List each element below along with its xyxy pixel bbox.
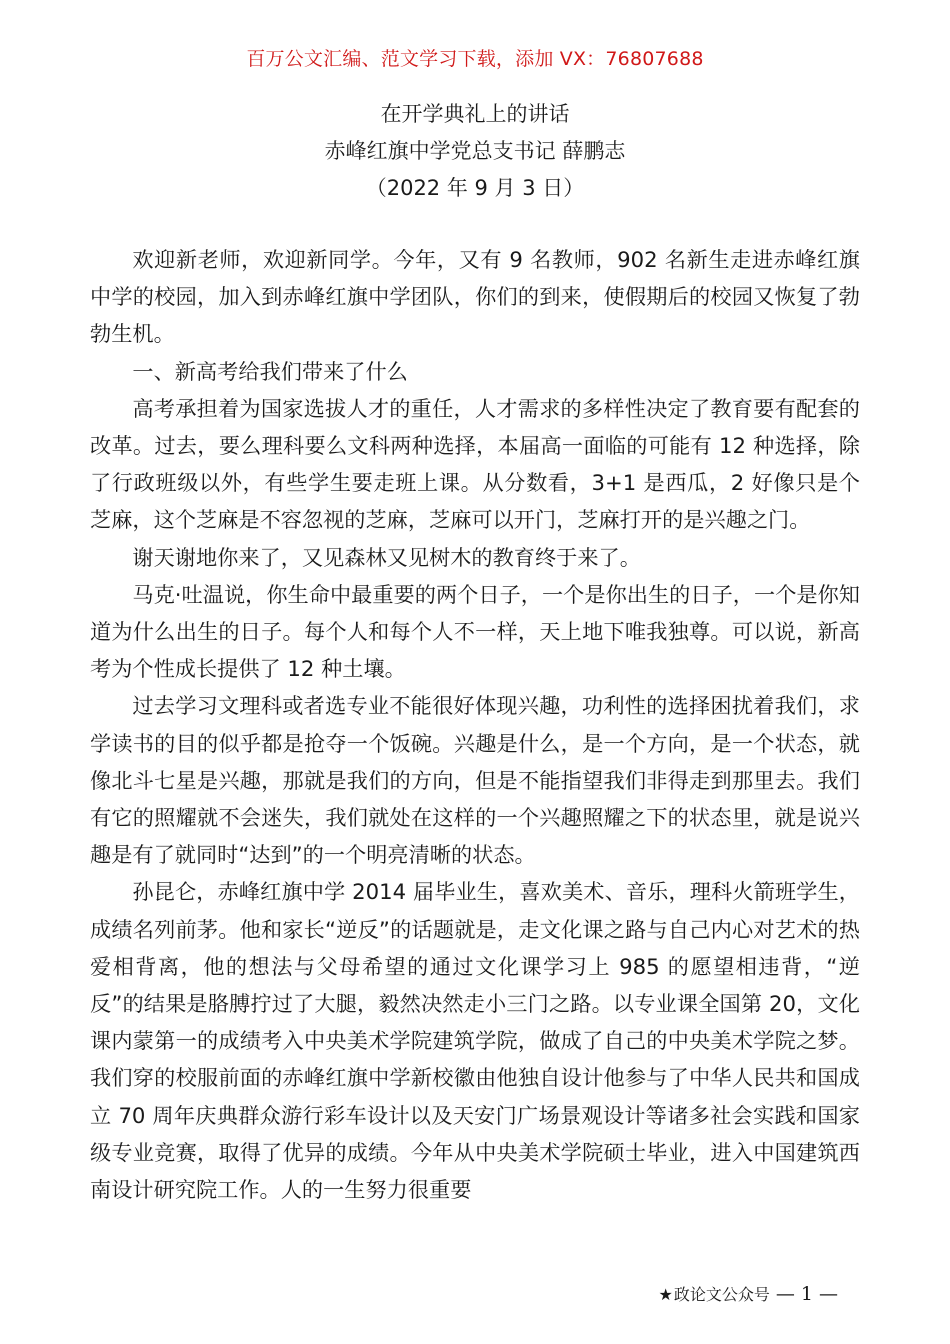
star-icon: ★ <box>658 1285 673 1304</box>
speech-title: 在开学典礼上的讲话 <box>380 102 570 126</box>
paragraph: 马克·吐温说，你生命中最重要的两个日子，一个是你出生的日子，一个是你知道为什么出生的日子。每个人和每个人不一样，天上地下唯我独尊。可以说，新高考为个性成长提供了 12 种土壤。 <box>90 581 860 682</box>
paragraph: 谢天谢地你来了，又见森林又见树木的教育终于来了。 <box>132 544 641 570</box>
page-footer <box>658 1281 838 1308</box>
footer-label: 政论文公众号 <box>673 1285 770 1304</box>
paragraph: 孙昆仑，赤峰红旗中学 2014 届毕业生，喜欢美术、音乐，理科火箭班学生，成绩名列前茅。他和家长“逆反”的话题就是，走文化课之路与自己内心对艺术的热爱相背离，他的想法与父母希望的通过文化课学习上 985 的愿望相违背，“逆反”的结果是胳膊拧过了大腿，毅然决然走小三门之路。以专业课全国第 20，文化课内蒙第一的成绩考入中央美术学院建筑学院，做成了自己的中央美术学院之梦。我们穿的校服前面的赤峰红旗中学新校徽由他独自设计他参与了中华人民共和国成立 70 周年庆典群众游行彩车设计以及天安门广场景观设计等诸多社会实践和国家级专业竞赛，取得了优异的成绩。今年从中央美术学院硕士毕业，进入中国建筑西南设计研究院工作。人的一生努力很重要 <box>90 879 860 1203</box>
header-banner: 百万公文汇编、范文学习下载，添加 VX：76807688 <box>246 48 704 70</box>
paragraph: 高考承担着为国家选拔人才的重任，人才需求的多样性决定了教育要有配套的改革。过去，要么理科要么文科两种选择，本届高一面临的可能有 12 种选择，除了行政班级以外，有些学生要走班上课。从分数看，3+1 是西瓜，2 好像只是个芝麻，这个芝麻是不容忽视的芝麻，芝麻可以开门，芝麻打开的是兴趣之门。 <box>90 395 860 533</box>
section-heading: 一、新高考给我们带来了什么 <box>132 358 408 384</box>
title-block <box>0 96 950 207</box>
page-number: — 1 — <box>775 1283 838 1305</box>
body-text <box>90 241 860 1208</box>
speech-date: （2022 年 9 月 3 日） <box>365 176 585 200</box>
paragraph: 欢迎新老师，欢迎新同学。今年，又有 9 名教师，902 名新生走进赤峰红旗中学的校园，加入到赤峰红旗中学团队，你们的到来，使假期后的校园又恢复了勃勃生机。 <box>90 247 860 347</box>
paragraph: 过去学习文理科或者选专业不能很好体现兴趣，功利性的选择困扰着我们，求学读书的目的似乎都是抢夺一个饭碗。兴趣是什么，是一个方向，是一个状态，就像北斗七星是兴趣，那就是我们的方向，但是不能指望我们非得走到那里去。我们有它的照耀就不会迷失，我们就处在这样的一个兴趣照耀之下的状态里，就是说兴趣是有了就同时“达到”的一个明亮清晰的状态。 <box>90 693 860 868</box>
speech-author: 赤峰红旗中学党总支书记 薛鹏志 <box>324 139 626 163</box>
